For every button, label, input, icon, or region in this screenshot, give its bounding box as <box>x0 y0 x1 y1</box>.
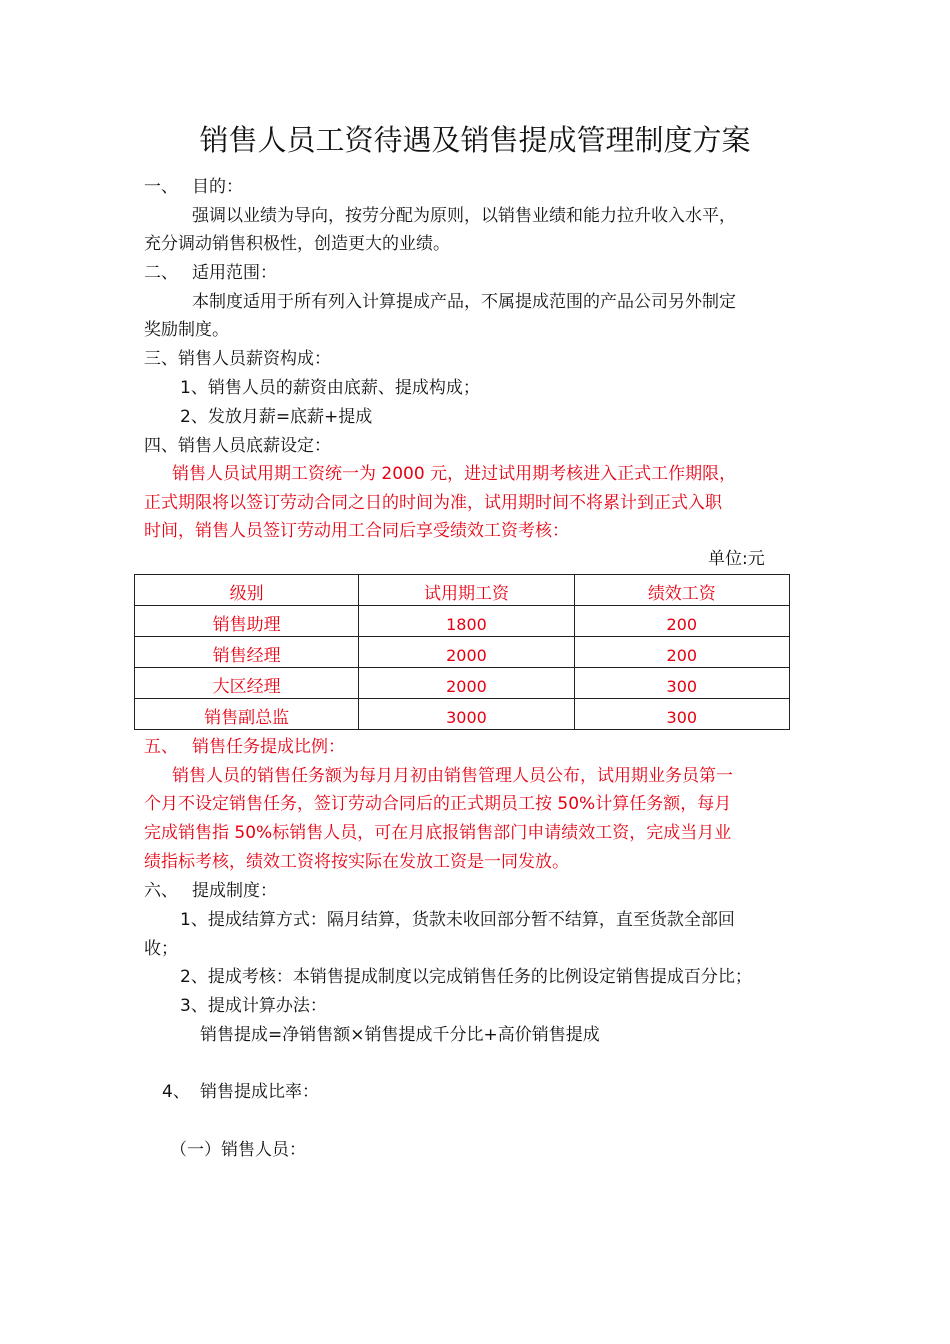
performance-pay-cell: 200 <box>574 606 789 637</box>
section5-heading: 销售任务提成比例： <box>192 737 345 757</box>
probation-salary-cell: 2000 <box>359 637 574 668</box>
salary-table <box>134 574 790 730</box>
section2-number: 二、 <box>144 263 178 283</box>
section6-item1-line1: 1、提成结算方式：隔月结算，货款未收回部分暂不结算，直至货款全部回 <box>180 910 735 930</box>
commission-formula: 销售提成=净销售额×销售提成千分比+高价销售提成 <box>200 1025 600 1045</box>
section6-item3: 3、提成计算办法： <box>180 996 327 1016</box>
subsection-sales-staff: （一）销售人员： <box>170 1140 306 1160</box>
section4-paragraph-line2: 正式期限将以签订劳动合同之日的时间为准，试用期时间不将累计到正式入职 <box>144 493 722 513</box>
section1-paragraph-line1: 强调以业绩为导向，按劳分配为原则，以销售业绩和能力拉升收入水平， <box>192 206 736 226</box>
section5-number: 五、 <box>144 737 178 757</box>
section4-paragraph-line1: 销售人员试用期工资统一为 2000 元，进过试用期考核进入正式工作期限， <box>172 464 737 484</box>
section5-paragraph-line1: 销售人员的销售任务额为每月月初由销售管理人员公布，试用期业务员第一 <box>172 766 733 786</box>
section3-item2: 2、发放月薪=底薪+提成 <box>180 407 373 427</box>
section5-paragraph-line3: 完成销售指 50%标销售人员，可在月底报销售部门申请绩效工资，完成当月业 <box>144 823 732 843</box>
section6-number: 六、 <box>144 881 178 901</box>
level-cell: 大区经理 <box>135 668 359 699</box>
table-row <box>135 637 790 668</box>
table-unit-label: 单位:元 <box>708 549 765 569</box>
section1-heading: 目的： <box>192 177 243 197</box>
section2-heading: 适用范围： <box>192 263 277 283</box>
probation-salary-cell: 1800 <box>359 606 574 637</box>
section1-number: 一、 <box>144 177 178 197</box>
header-cell-level: 级别 <box>135 575 359 606</box>
section6-heading: 提成制度： <box>192 881 277 901</box>
table-row <box>135 668 790 699</box>
probation-salary-cell: 2000 <box>359 668 574 699</box>
section5-paragraph-line2: 个月不设定销售任务，签订劳动合同后的正式期员工按 50%计算任务额，每月 <box>144 794 732 814</box>
performance-pay-cell: 300 <box>574 699 789 730</box>
section2-paragraph-line2: 奖励制度。 <box>144 320 229 340</box>
page-title: 销售人员工资待遇及销售提成管理制度方案 <box>199 123 751 157</box>
header-cell-probation-salary: 试用期工资 <box>359 575 574 606</box>
section6-item2: 2、提成考核：本销售提成制度以完成销售任务的比例设定销售提成百分比； <box>180 967 752 987</box>
level-cell: 销售经理 <box>135 637 359 668</box>
section3-item1: 1、销售人员的薪资由底薪、提成构成； <box>180 378 480 398</box>
section1-paragraph-line2: 充分调动销售积极性，创造更大的业绩。 <box>144 234 450 254</box>
section2-paragraph-line1: 本制度适用于所有列入计算提成产品，不属提成范围的产品公司另外制定 <box>192 292 736 312</box>
section3-heading: 三、销售人员薪资构成： <box>144 349 331 369</box>
level-cell: 销售助理 <box>135 606 359 637</box>
section6-item4-number: 4、 <box>162 1082 190 1102</box>
probation-salary-cell: 3000 <box>359 699 574 730</box>
table-row <box>135 606 790 637</box>
performance-pay-cell: 300 <box>574 668 789 699</box>
table-header-row <box>135 575 790 606</box>
section4-paragraph-line3: 时间，销售人员签订劳动用工合同后享受绩效工资考核： <box>144 521 569 541</box>
level-cell: 销售副总监 <box>135 699 359 730</box>
performance-pay-cell: 200 <box>574 637 789 668</box>
section4-heading: 四、销售人员底薪设定： <box>144 436 331 456</box>
table-row <box>135 699 790 730</box>
section5-paragraph-line4: 绩指标考核，绩效工资将按实际在发放工资是一同发放。 <box>144 852 569 872</box>
header-cell-performance-pay: 绩效工资 <box>574 575 789 606</box>
section6-item1-line2: 收； <box>144 939 178 959</box>
section6-item4: 销售提成比率： <box>200 1082 319 1102</box>
